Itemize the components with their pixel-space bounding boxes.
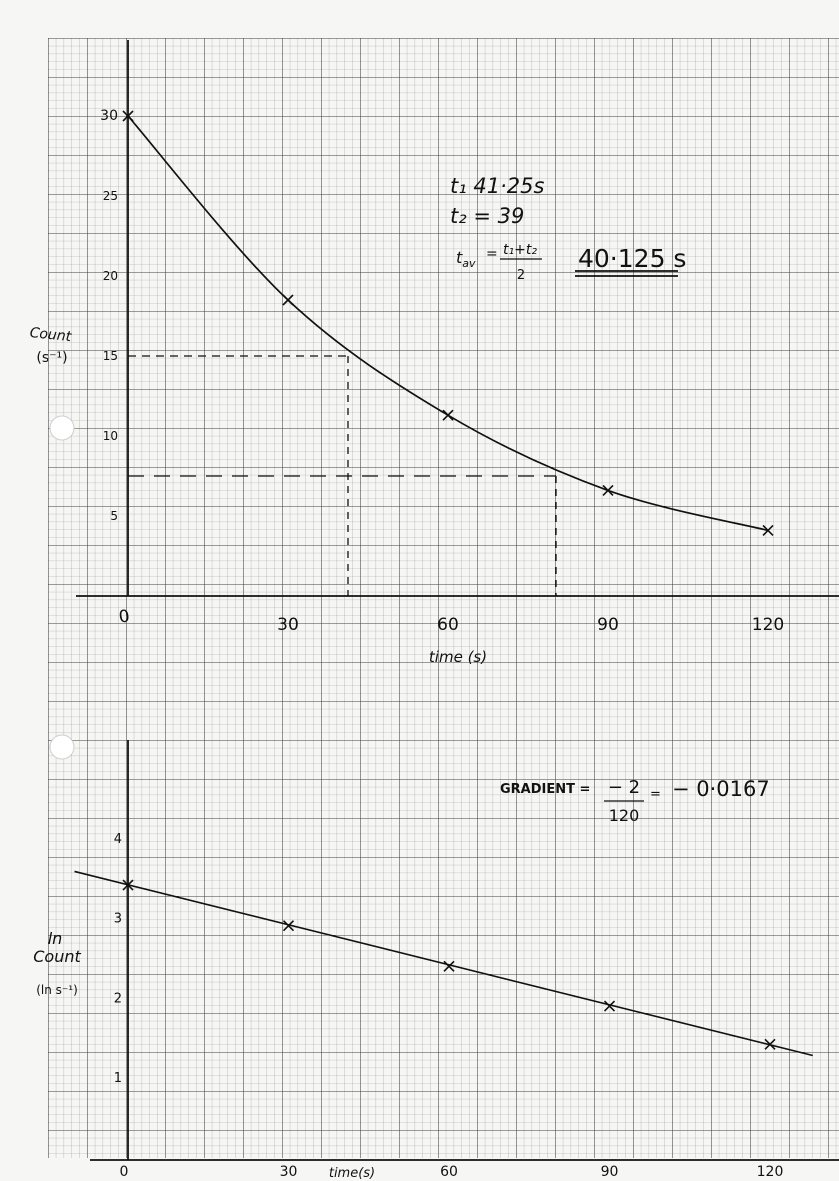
ln-x-tick-label: 90 bbox=[600, 1164, 619, 1180]
decay-y-tick-label: 20 bbox=[102, 269, 118, 283]
tav-letter: t bbox=[456, 248, 463, 267]
grid-major bbox=[48, 38, 839, 1158]
punch-hole-top bbox=[50, 416, 74, 440]
ln-y-tick-label: 2 bbox=[113, 991, 122, 1007]
tav-numerator: t₁+t₂ bbox=[503, 242, 537, 258]
ln-x-tick-label: 120 bbox=[756, 1164, 784, 1180]
ln-x-tick-label: 60 bbox=[440, 1164, 458, 1180]
t2-note: t₂ = 39 bbox=[450, 204, 525, 228]
gradient-numerator: − 2 bbox=[607, 777, 641, 798]
decay-x-tick-label: 60 bbox=[437, 615, 459, 635]
ln-y-axis-label-line3: (ln s⁻¹) bbox=[36, 983, 78, 997]
ln-y-tick-label: 3 bbox=[113, 911, 122, 927]
decay-y-axis-label-line1: Count bbox=[28, 324, 72, 346]
decay-y-tick-label: 5 bbox=[110, 509, 118, 523]
ln-y-axis-label-line1: ln bbox=[47, 929, 63, 948]
ln-y-axis-label-line2: Count bbox=[33, 947, 81, 966]
gradient-label: GRADIENT = bbox=[500, 782, 591, 797]
decay-x-tick-label: 90 bbox=[597, 615, 619, 635]
decay-y-tick-label: 15 bbox=[102, 349, 118, 363]
decay-x-tick-label: 0 bbox=[117, 606, 132, 628]
decay-x-axis-label: time (s) bbox=[428, 648, 488, 666]
gradient-equals: = bbox=[650, 787, 661, 802]
gradient-value: − 0·0167 bbox=[672, 777, 770, 801]
tav-equals: = bbox=[486, 246, 498, 262]
tav-denominator: 2 bbox=[516, 268, 526, 283]
tav-subscript: av bbox=[462, 257, 476, 270]
ln-x-tick-label: 30 bbox=[279, 1164, 298, 1180]
ln-x-tick-label: 0 bbox=[119, 1164, 129, 1180]
punch-hole-bottom bbox=[50, 735, 74, 759]
ln-x-axis-label: time(s) bbox=[328, 1166, 376, 1181]
decay-x-tick-label: 30 bbox=[277, 615, 299, 635]
decay-x-tick-label: 120 bbox=[751, 615, 785, 635]
ln-y-tick-label: 4 bbox=[113, 832, 122, 847]
decay-y-tick-label: 25 bbox=[102, 189, 118, 203]
gradient-denominator: 120 bbox=[608, 806, 640, 825]
ln-y-tick-label: 1 bbox=[113, 1071, 122, 1086]
tav-result: 40·125 s bbox=[578, 244, 687, 273]
decay-y-tick-label: 30 bbox=[100, 108, 118, 124]
decay-y-tick-label: 10 bbox=[102, 429, 118, 443]
decay-y-axis-label-line2: (s⁻¹) bbox=[36, 350, 68, 366]
t1-note: t₁ 41·25s bbox=[450, 174, 545, 198]
